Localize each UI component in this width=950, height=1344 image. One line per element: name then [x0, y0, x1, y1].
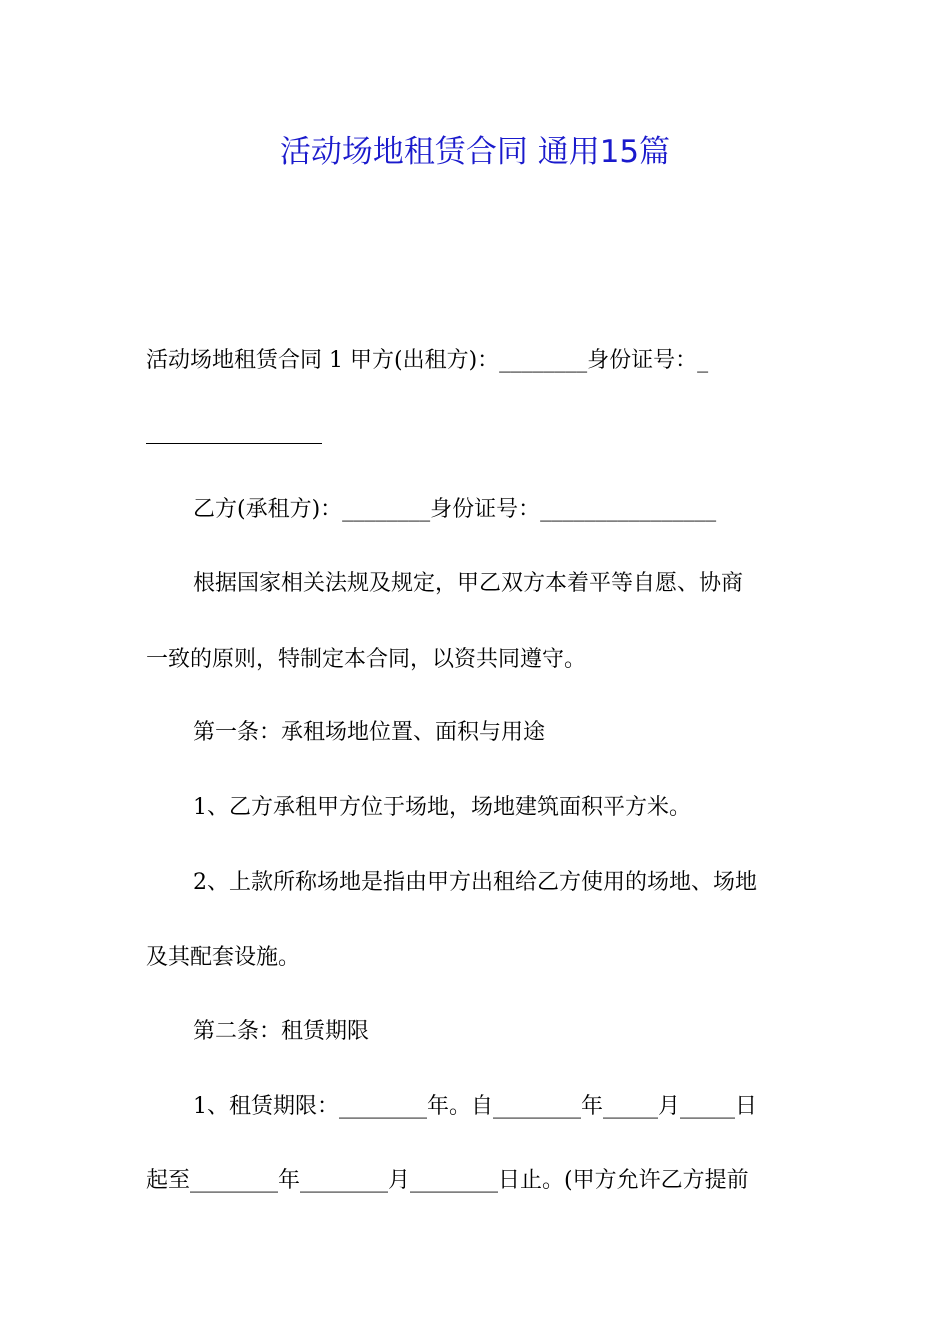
clause-line: 2、上款所称场地是指由甲方出租给乙方使用的场地、场地 [193, 870, 757, 895]
clause-line: 起至________年________月________日止。(甲方允许乙方提前 [146, 1168, 749, 1193]
paragraph-line: 根据国家相关法规及规定，甲乙双方本着平等自愿、协商 [193, 571, 744, 596]
article-heading: 第二条：租赁期限 [193, 1019, 370, 1044]
clause-line: 1、乙方承租甲方位于场地，场地建筑面积平方米。 [193, 795, 691, 820]
party-b-line: 乙方(承租方)：________身份证号：________________ [193, 497, 717, 522]
paragraph-line: 一致的原则，特制定本合同，以资共同遵守。 [146, 647, 587, 672]
blank-underline [146, 443, 322, 444]
clause-line: 1、租赁期限：________年。自________年_____月_____日 [193, 1094, 757, 1119]
article-heading: 第一条：承租场地位置、面积与用途 [193, 720, 546, 745]
document-title: 活动场地租赁合同 通用15篇 [279, 134, 671, 170]
contract-heading-line: 活动场地租赁合同 1 甲方(出租方)：________身份证号：_ [146, 348, 709, 373]
clause-line: 及其配套设施。 [146, 945, 301, 970]
